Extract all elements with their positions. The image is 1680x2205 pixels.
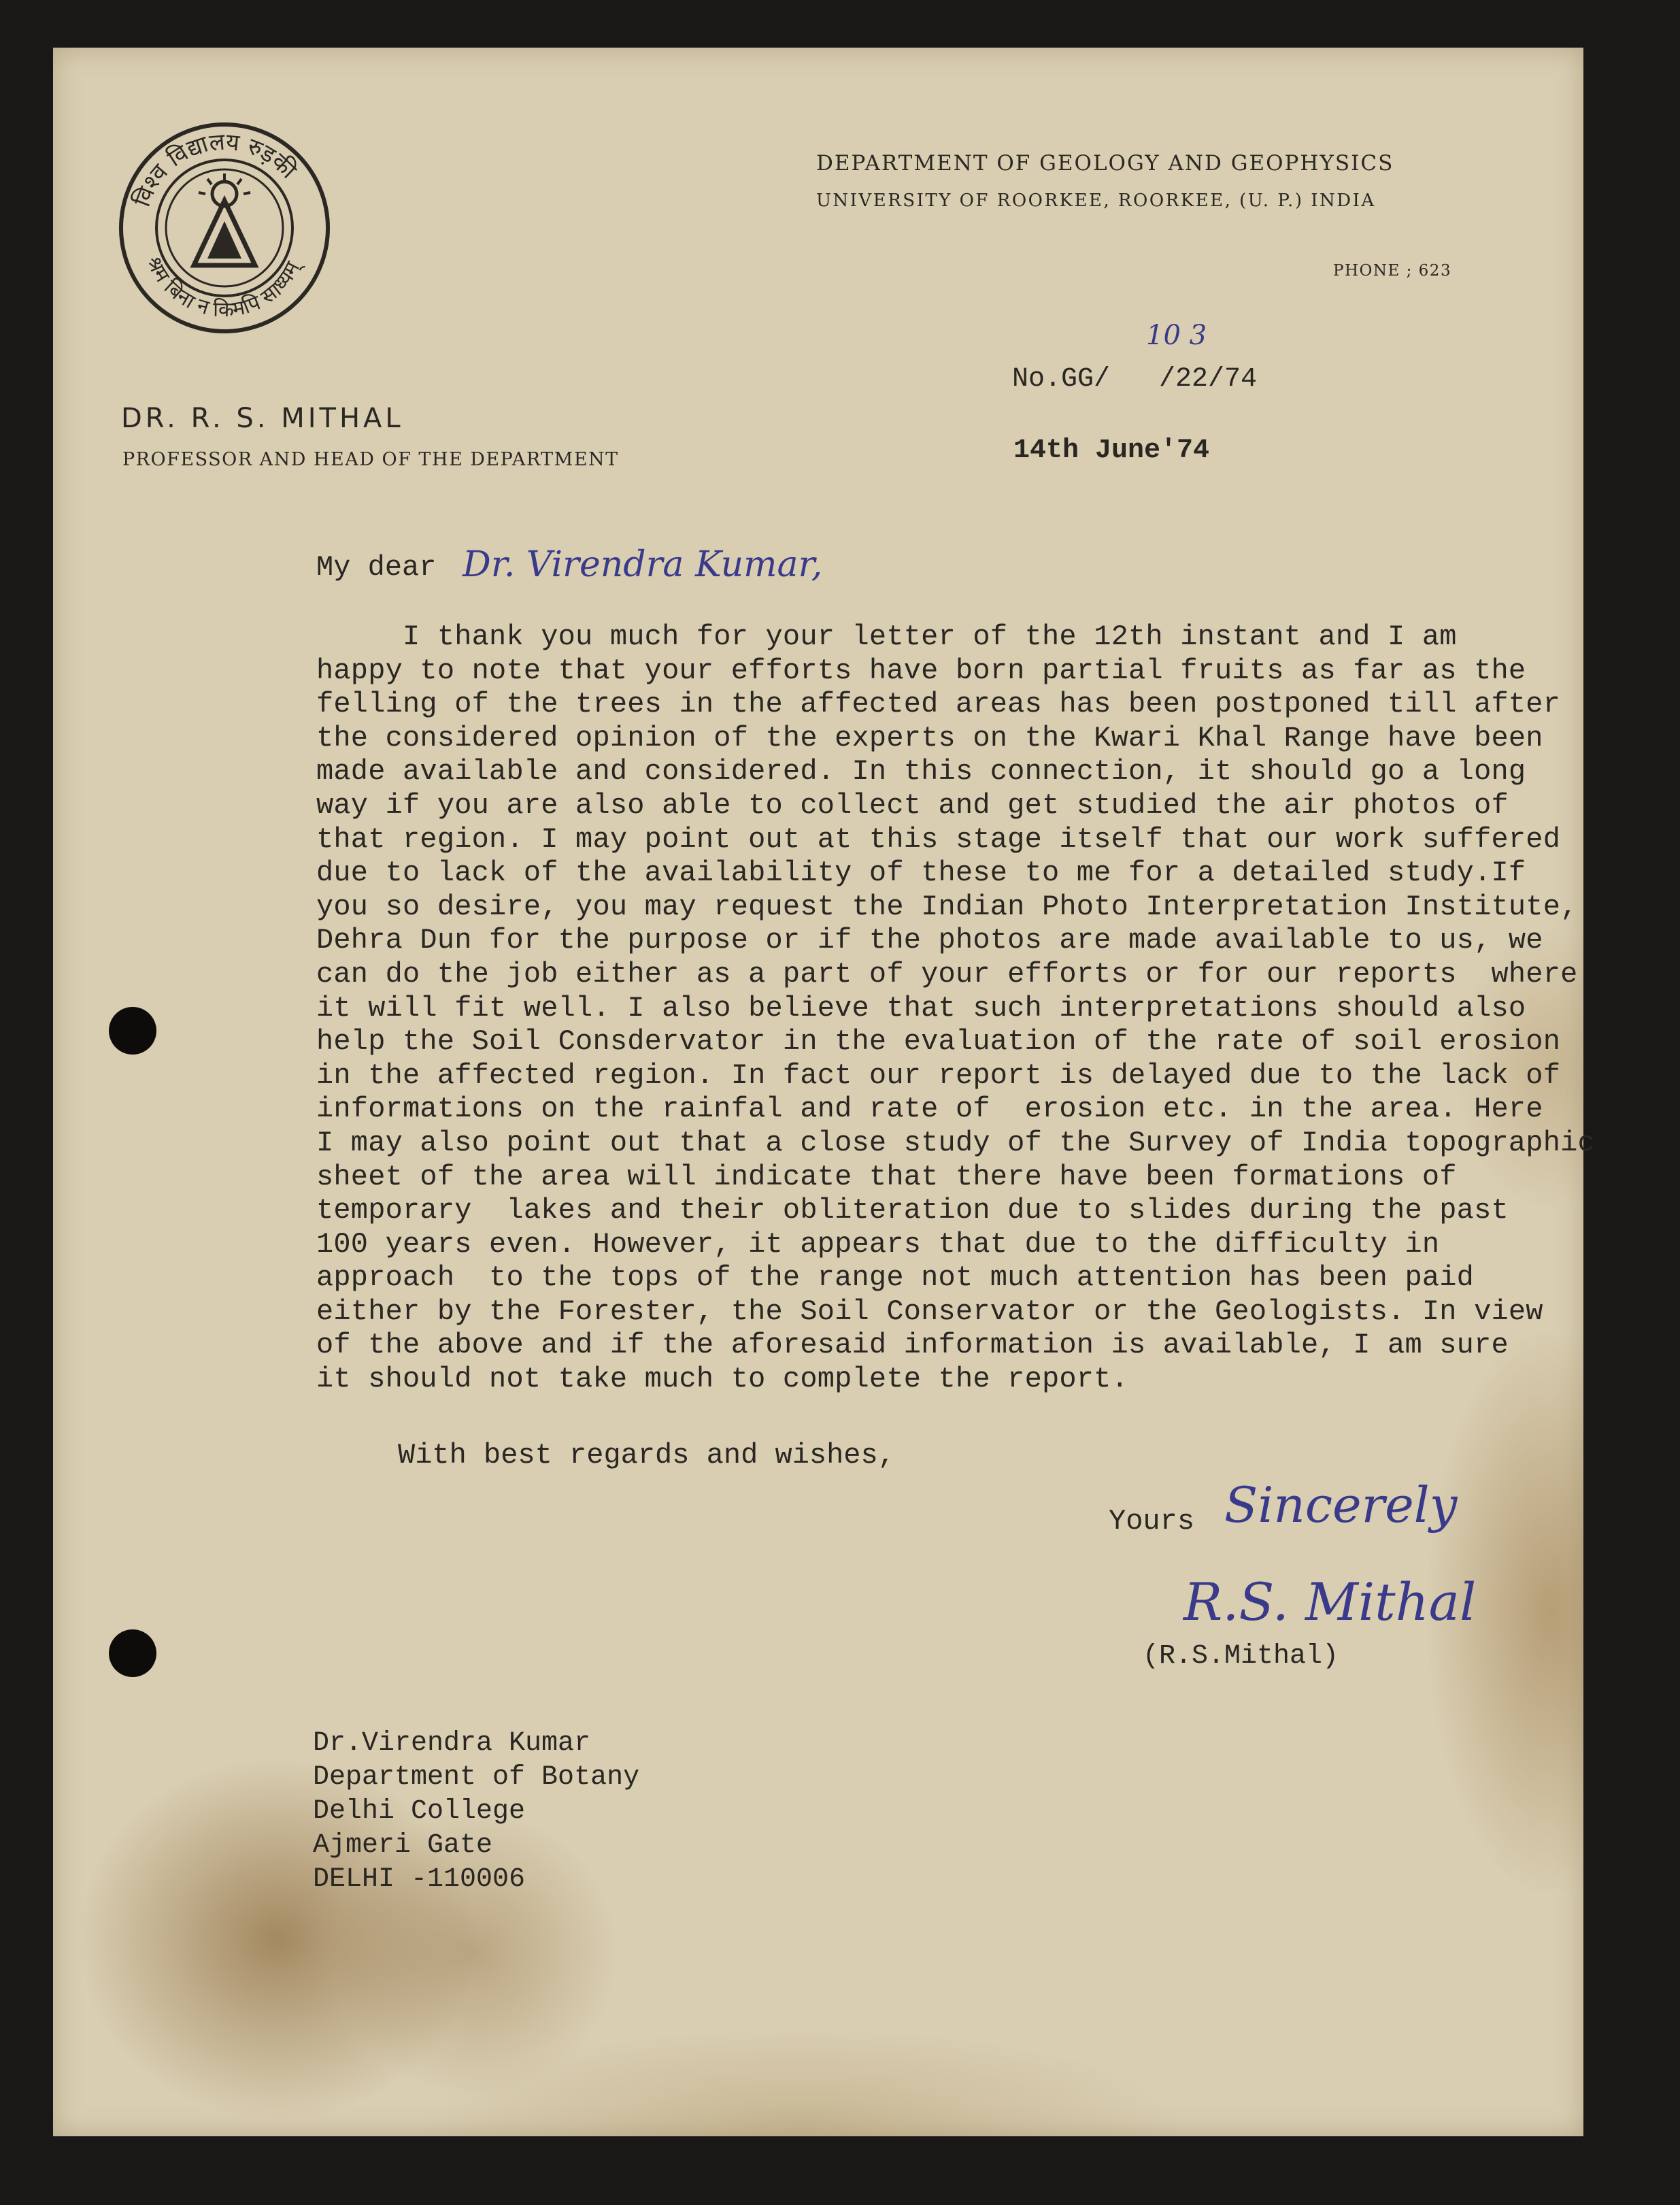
body-line: you so desire, you may request the Indian Photo Interpretation Institute, — [316, 890, 1578, 923]
department-heading: DEPARTMENT OF GEOLOGY AND GEOPHYSICS — [816, 151, 1394, 176]
body-line: felling of the trees in the affected areas has been postponed till after — [316, 688, 1561, 721]
handwritten-sincerely: Sincerely — [1224, 1476, 1458, 1533]
body-line: made available and considered. In this connection, it should go a long — [316, 755, 1526, 789]
address-line: Department of Botany — [313, 1762, 640, 1793]
reference-number: No.GG/ /22/74 — [1012, 364, 1258, 395]
letter-body — [316, 620, 1595, 1397]
closing-regards: With best regards and wishes, — [398, 1439, 895, 1472]
body-line: can do the job either as a part of your efforts or for our reports where — [316, 957, 1578, 991]
address-line: DELHI -110006 — [313, 1864, 526, 1895]
body-line: temporary lakes and their obliteration due to slides during the past — [316, 1194, 1509, 1227]
body-line: that region. I may point out at this stage itself that our work suffered — [316, 823, 1561, 856]
salutation: My dear — [316, 551, 437, 584]
body-line: of the above and if the aforesaid information is available, I am sure — [316, 1329, 1509, 1362]
svg-text:विश्व विद्यालय रुड़की: विश्व विद्यालय रुड़की — [128, 128, 302, 211]
address-line: Ajmeri Gate — [313, 1830, 493, 1861]
body-line: either by the Forester, the Soil Conservator or the Geologists. In view — [316, 1295, 1543, 1328]
body-line: it will fit well. I also believe that such interpretations should also — [316, 991, 1526, 1025]
body-line: happy to note that your efforts have born partial fruits as far as the — [316, 654, 1526, 687]
body-line: the considered opinion of the experts on the Kwari Khal Range have been — [316, 721, 1543, 755]
reference-handwritten: 10 3 — [1146, 320, 1207, 351]
letter-date: 14th June'74 — [1013, 435, 1210, 466]
body-line: help the Soil Consdervator in the evaluation of the rate of soil erosion — [316, 1025, 1561, 1059]
body-line: I may also point out that a close study of the Survey of India topographic — [316, 1126, 1595, 1159]
sender-title: PROFESSOR AND HEAD OF THE DEPARTMENT — [122, 449, 619, 470]
punch-hole — [109, 1629, 156, 1677]
body-line: in the affected region. In fact our report is delayed due to the lack of — [316, 1059, 1561, 1092]
body-line: informations on the rainfal and rate of erosion etc. in the area. Here — [316, 1093, 1543, 1126]
phone-number: PHONE ; 623 — [1333, 262, 1452, 280]
signatory-name: (R.S.Mithal) — [1143, 1641, 1339, 1672]
body-line: approach to the tops of the range not much attention has been paid — [316, 1261, 1475, 1295]
body-line: it should not take much to complete the report. — [316, 1363, 1128, 1396]
address-line: Delhi College — [313, 1796, 526, 1827]
body-line: I thank you much for your letter of the 12th instant and I am — [316, 620, 1457, 653]
sender-name: DR. R. S. MITHAL — [121, 403, 404, 434]
body-line: 100 years even. However, it appears that due to the difficulty in — [316, 1227, 1440, 1261]
salutation-handwritten-name: Dr. Virendra Kumar, — [463, 544, 823, 585]
svg-text:श्रम बिना न किमपि साध्यम्: श्रम बिना न किमपि साध्यम् — [141, 252, 305, 322]
body-line: Dehra Dun for the purpose or if the photos are made available to us, we — [316, 924, 1543, 957]
closing-yours: Yours — [1109, 1505, 1195, 1538]
body-line: sheet of the area will indicate that there have been formations of — [316, 1160, 1457, 1193]
body-line: due to lack of the availability of these to me for a detailed study.If — [316, 857, 1526, 890]
university-address: UNIVERSITY OF ROORKEE, ROORKEE, (U. P.) INDIA — [816, 190, 1376, 211]
recipient-address — [313, 1693, 639, 1897]
address-line: Dr.Virendra Kumar — [313, 1728, 591, 1759]
university-seal-logo — [116, 119, 333, 337]
body-line: way if you are also able to collect and get studied the air photos of — [316, 789, 1509, 822]
punch-hole — [109, 1007, 156, 1055]
signature: R.S. Mithal — [1183, 1572, 1477, 1632]
